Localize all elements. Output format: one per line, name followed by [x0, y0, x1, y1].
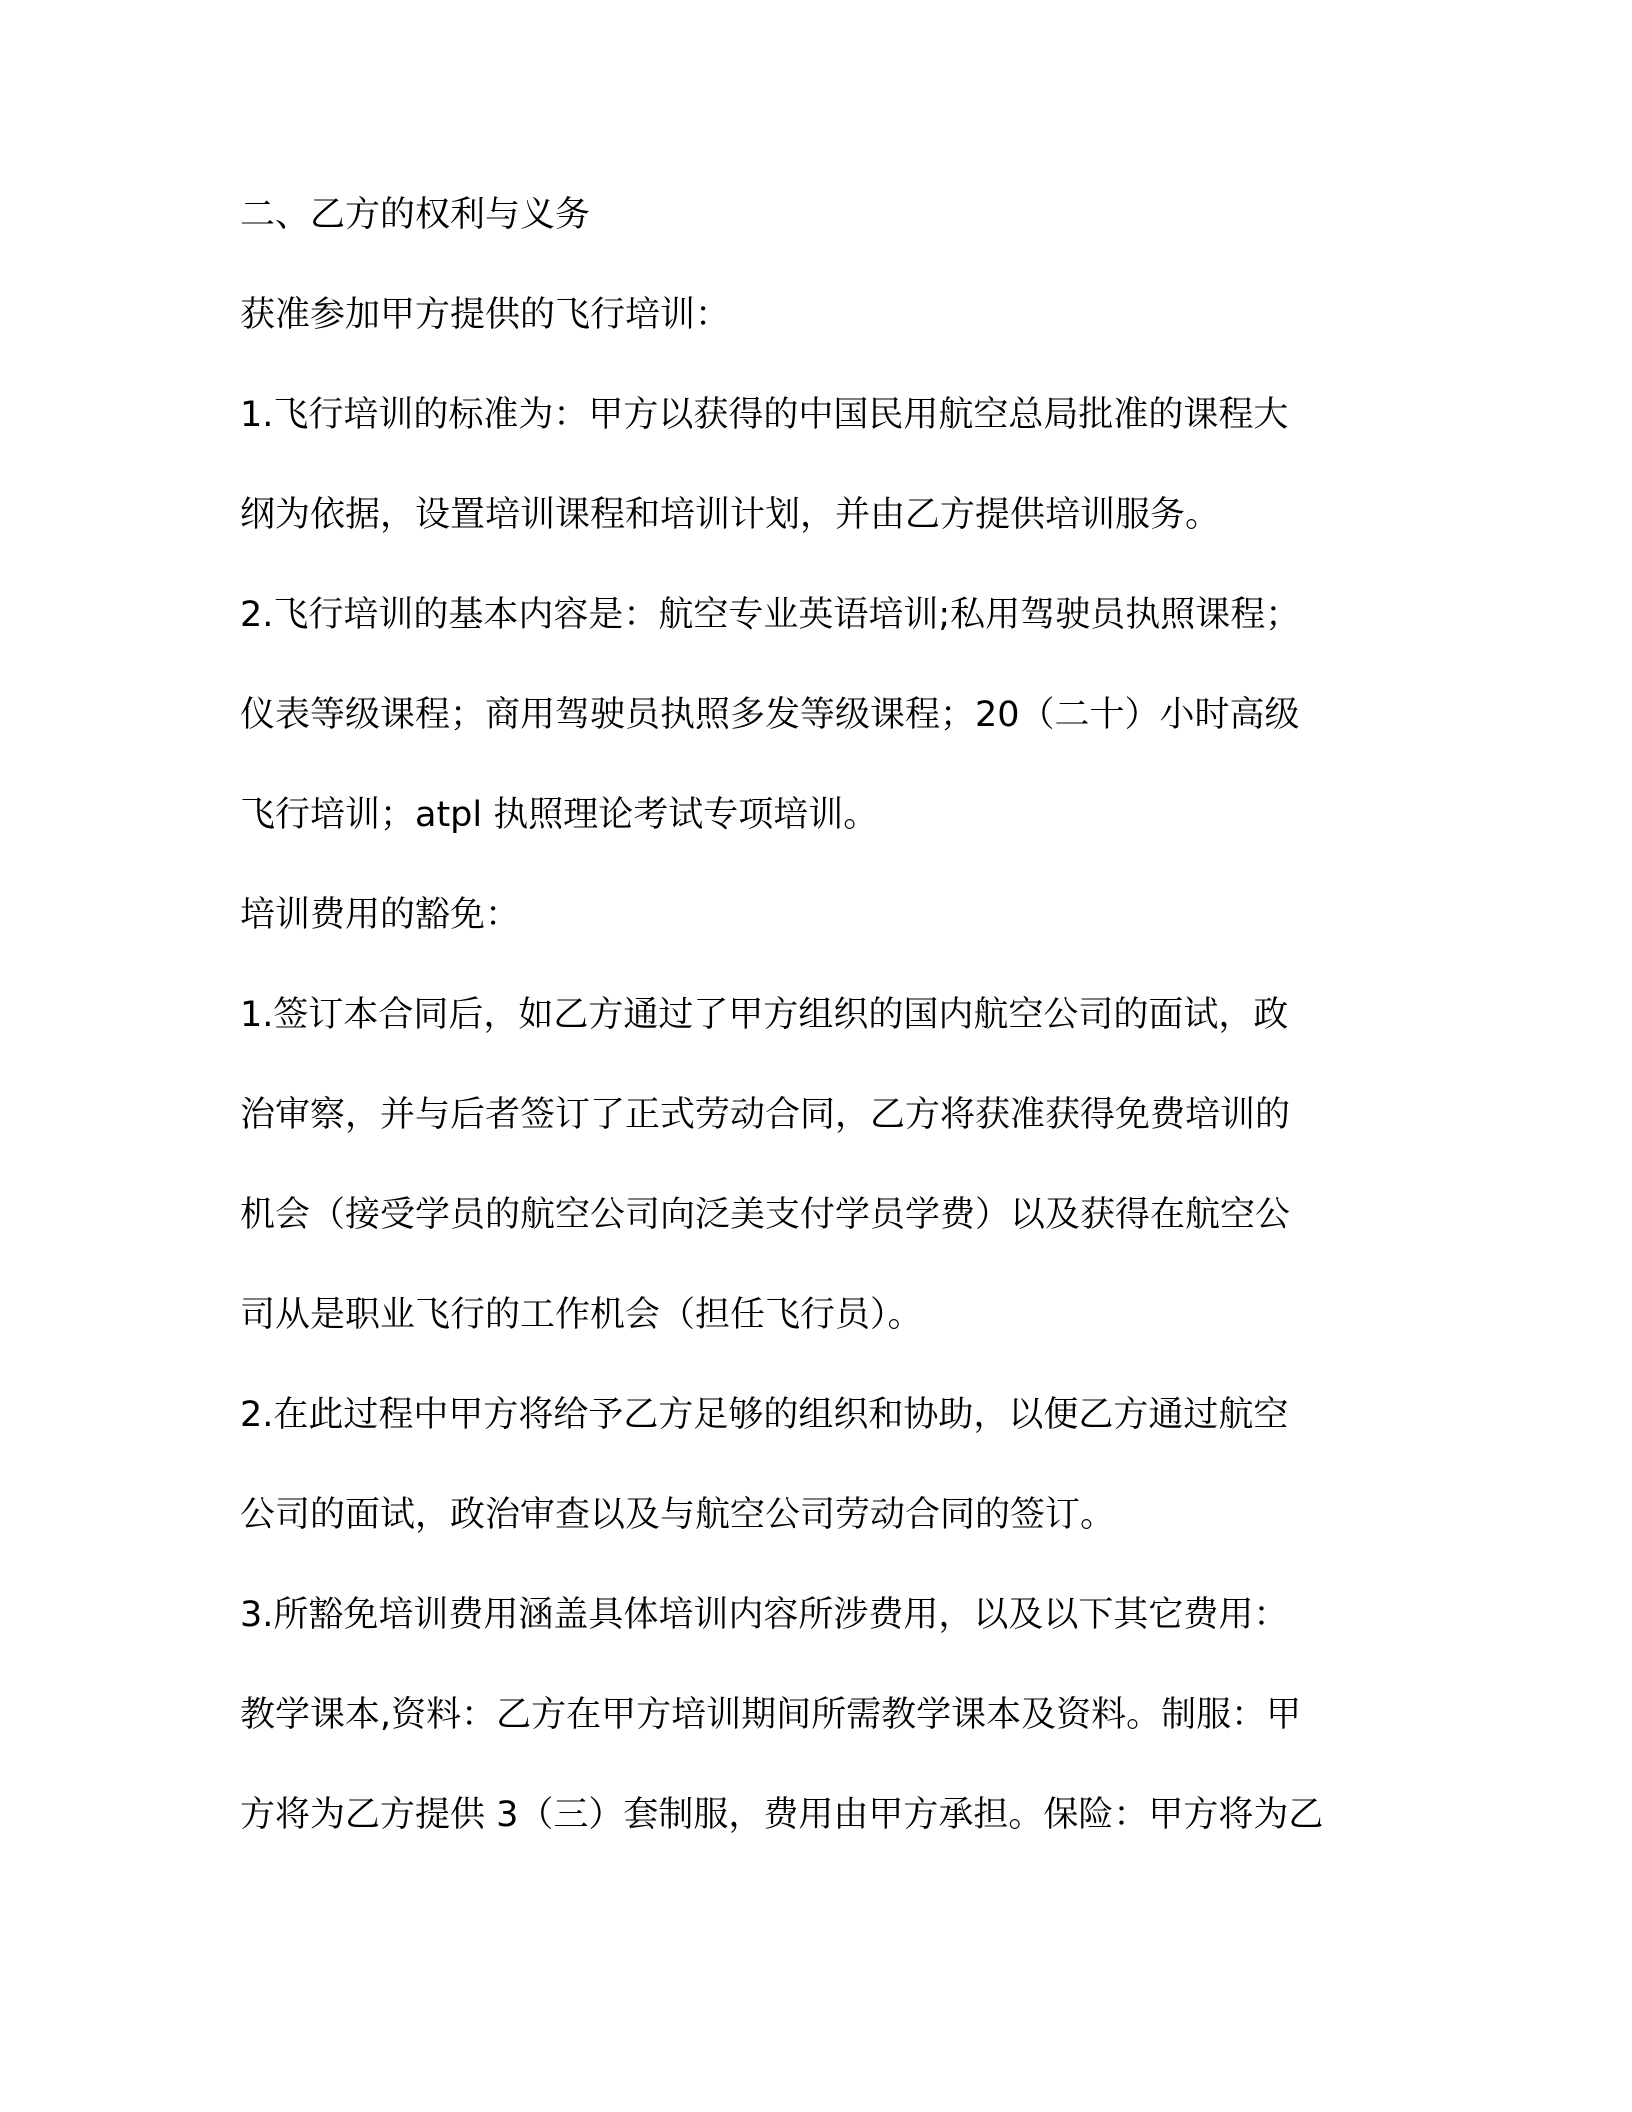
paragraph-line: 飞行培训；atpl 执照理论考试专项培训。	[240, 795, 879, 835]
paragraph-line: 培训费用的豁免：	[240, 895, 521, 935]
paragraph-line: 3.所豁免培训费用涵盖具体培训内容所涉费用，以及以下其它费用：	[240, 1595, 1289, 1635]
paragraph-line: 方将为乙方提供 3（三）套制服，费用由甲方承担。保险：甲方将为乙	[240, 1795, 1324, 1835]
paragraph-line: 2.在此过程中甲方将给予乙方足够的组织和协助，以便乙方通过航空	[240, 1395, 1289, 1435]
paragraph-line: 纲为依据，设置培训课程和培训计划，并由乙方提供培训服务。	[240, 495, 1221, 535]
paragraph-line: 仪表等级课程；商用驾驶员执照多发等级课程；20（二十）小时高级	[240, 695, 1300, 735]
paragraph-line: 治审察，并与后者签订了正式劳动合同，乙方将获准获得免费培训的	[240, 1095, 1291, 1135]
section-heading: 二、乙方的权利与义务	[240, 195, 591, 235]
paragraph-line: 1.飞行培训的标准为：甲方以获得的中国民用航空总局批准的课程大	[240, 395, 1289, 435]
paragraph-line: 2.飞行培训的基本内容是：航空专业英语培训;私用驾驶员执照课程；	[240, 595, 1301, 635]
paragraph-line: 司从是职业飞行的工作机会（担任飞行员）。	[240, 1295, 923, 1335]
paragraph-line: 教学课本,资料：乙方在甲方培训期间所需教学课本及资料。制服：甲	[240, 1695, 1302, 1735]
paragraph-line: 获准参加甲方提供的飞行培训：	[240, 295, 731, 335]
paragraph-line: 机会（接受学员的航空公司向泛美支付学员学费）以及获得在航空公	[240, 1195, 1291, 1235]
paragraph-line: 公司的面试，政治审查以及与航空公司劳动合同的签订。	[240, 1495, 1116, 1535]
paragraph-line: 1.签订本合同后，如乙方通过了甲方组织的国内航空公司的面试，政	[240, 995, 1289, 1035]
